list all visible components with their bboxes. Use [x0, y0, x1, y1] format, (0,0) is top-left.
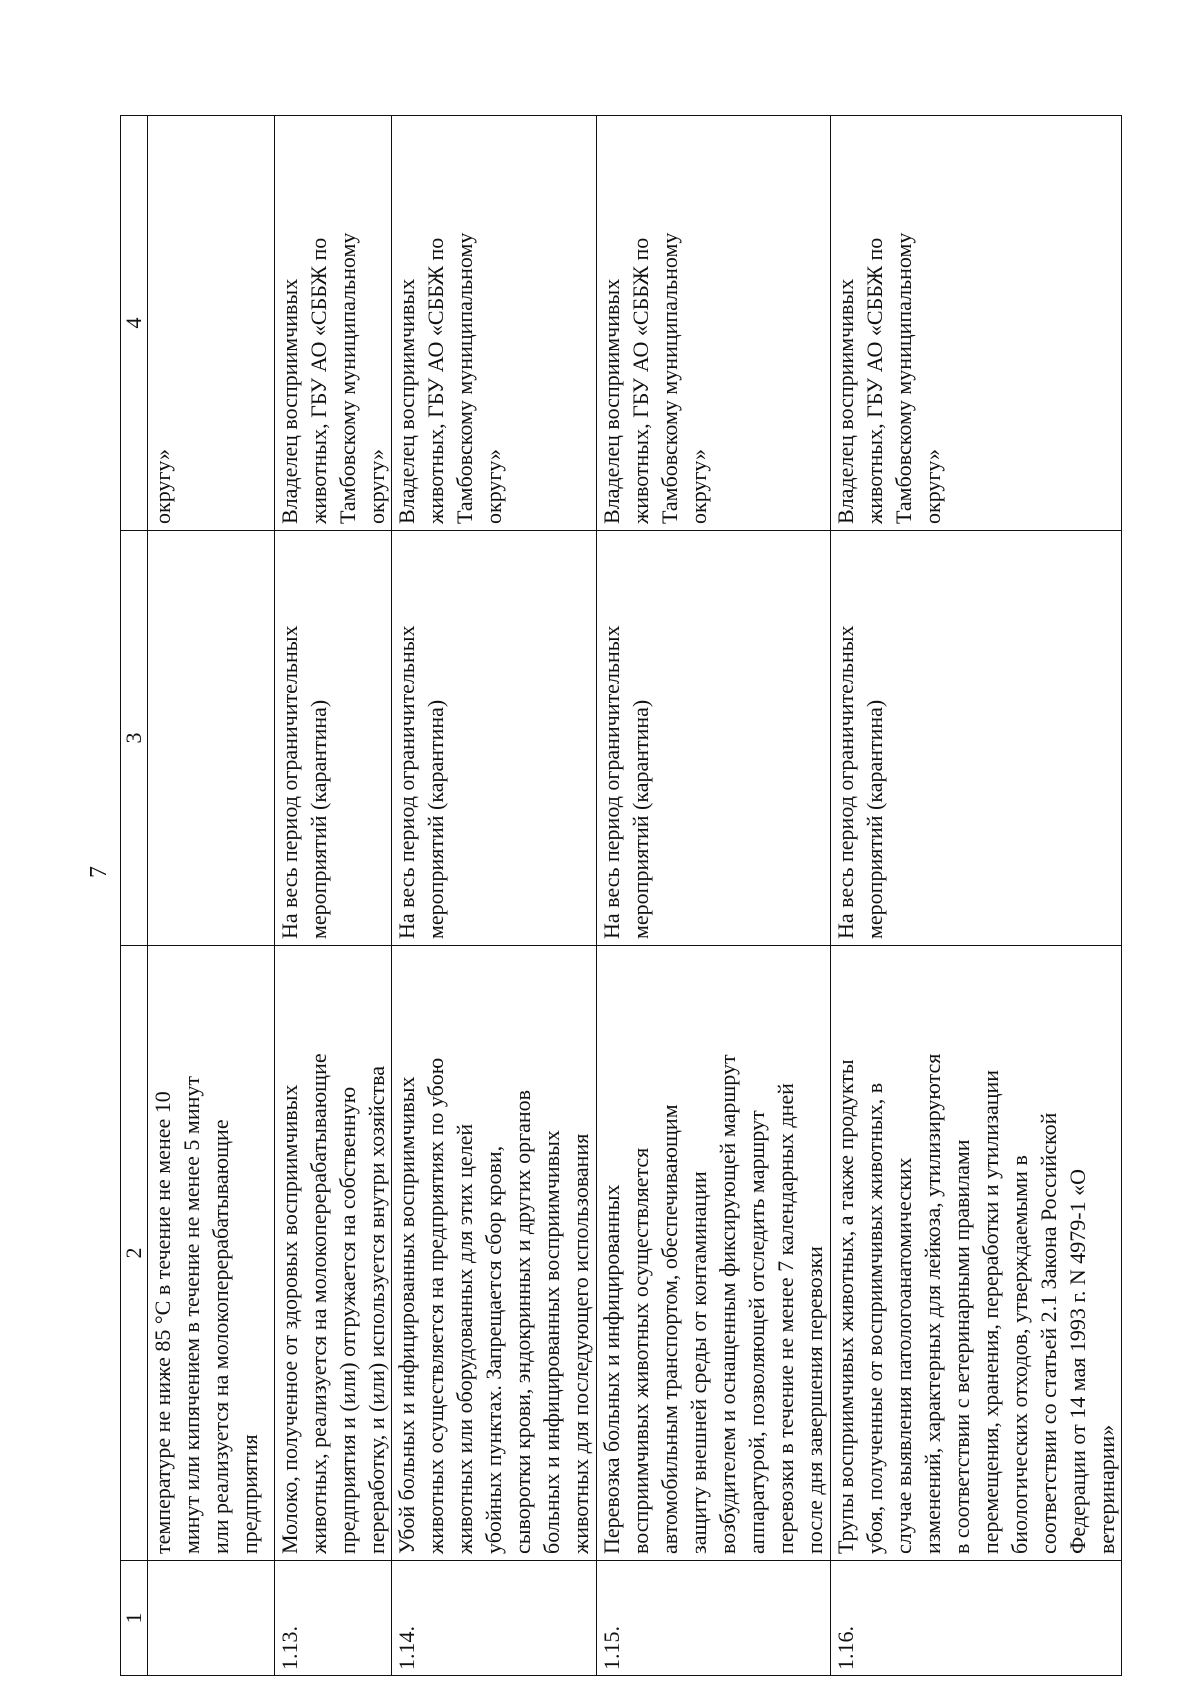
responsible-line: Тамбовскому муниципальному — [335, 232, 360, 524]
measure-cell — [597, 946, 831, 1561]
measure-line: животных осуществляется на предприятиях по убою — [423, 1057, 448, 1554]
measure-line: предприятия — [237, 1434, 262, 1554]
measure-line: животных, реализуется на молокоперерабатывающие — [306, 1053, 331, 1554]
page-number: 7 — [86, 866, 112, 878]
measure-line: автомобильным транспортом, обеспечивающим — [657, 1104, 682, 1554]
responsible-line: Владелец восприимчивых — [833, 278, 858, 524]
row-number-cell — [831, 1561, 1122, 1676]
table-row — [831, 116, 1122, 1676]
responsible-line: округу» — [150, 449, 175, 524]
responsible-line: Владелец восприимчивых — [394, 278, 419, 524]
responsible-line: Тамбовскому муниципальному — [657, 232, 682, 524]
responsible-line: округу» — [481, 449, 506, 524]
period-cell — [275, 531, 392, 946]
measure-line: или реализуется на молокоперерабатывающие — [208, 1119, 233, 1554]
row-number: 1.16. — [833, 1626, 858, 1670]
measure-line: аппаратурой, позволяющей отследить маршрут — [744, 1110, 769, 1554]
measure-line: животных или оборудованных для этих целей — [452, 1123, 477, 1554]
measure-line: возбудителем и оснащенным фиксирующей маршрут — [715, 1054, 740, 1554]
measure-line: предприятия и (или) отгружается на собственную — [335, 1086, 360, 1554]
responsible-line: Тамбовскому муниципальному — [891, 232, 916, 524]
measure-line: изменений, характерных для лейкоза, утилизируются — [920, 1053, 945, 1554]
measure-line: после дня завершения перевозки — [802, 1246, 827, 1554]
responsible-cell — [148, 116, 275, 531]
row-number: 1.15. — [599, 1626, 624, 1670]
responsible-line: Владелец восприимчивых — [277, 278, 302, 524]
table-row — [597, 116, 831, 1676]
measure-line: перевозки в течение не менее 7 календарных дней — [773, 1083, 798, 1554]
measure-line: ветеринарии» — [1094, 1424, 1119, 1554]
responsible-line: животных, ГБУ АО «СББЖ по — [423, 237, 448, 524]
responsible-line: округу» — [920, 449, 945, 524]
period-line: На весь период ограничительных — [599, 625, 624, 939]
responsible-line: животных, ГБУ АО «СББЖ по — [628, 237, 653, 524]
document-body — [120, 116, 1119, 1676]
row-number-cell — [275, 1561, 392, 1676]
measure-line: переработку, и (или) используется внутри хозяйства — [364, 1065, 389, 1554]
row-number: 1.13. — [277, 1626, 302, 1670]
measure-line: Федерации от 14 мая 1993 г. N 4979-1 «О — [1065, 1168, 1090, 1554]
header-cell-2: 2 — [121, 946, 148, 1561]
measure-line: Трупы восприимчивых животных, а также продукты — [833, 1059, 858, 1554]
responsible-line: животных, ГБУ АО «СББЖ по — [306, 237, 331, 524]
measure-line: восприимчивых животных осуществляется — [628, 1147, 653, 1554]
measure-cell — [148, 946, 275, 1561]
row-number-cell — [148, 1561, 275, 1676]
responsible-cell — [392, 116, 597, 531]
table-header-row — [121, 116, 148, 1676]
period-cell — [148, 531, 275, 946]
responsible-line: округу» — [364, 449, 389, 524]
measure-line: биологических отходов, утверждаемыми в — [1007, 1155, 1032, 1554]
responsible-line: округу» — [686, 449, 711, 524]
row-number: 1.14. — [394, 1626, 419, 1670]
measure-line: сыворотки крови, эндокринных и других органов — [510, 1089, 535, 1554]
period-cell — [392, 531, 597, 946]
measure-line: случае выявления патологоанатомических — [891, 1157, 916, 1554]
responsible-line: Тамбовскому муниципальному — [452, 232, 477, 524]
period-line: На весь период ограничительных — [277, 625, 302, 939]
header-cell-1: 1 — [121, 1561, 148, 1676]
measure-line: животных для последующего использования — [568, 1133, 593, 1554]
measure-line: Молоко, полученное от здоровых восприимчивых — [277, 1084, 302, 1554]
measures-table — [120, 115, 1122, 1676]
measure-line: минут или кипячением в течение не менее 5 минут — [179, 1076, 204, 1554]
measure-line: соответствии со статьей 2.1 Закона Российской — [1036, 1112, 1061, 1554]
responsible-cell — [597, 116, 831, 531]
period-line: На весь период ограничительных — [394, 625, 419, 939]
measure-cell — [392, 946, 597, 1561]
period-line: мероприятий (карантина) — [628, 699, 653, 939]
responsible-cell — [831, 116, 1122, 531]
period-cell — [597, 531, 831, 946]
measure-line: Перевозка больных и инфицированных — [599, 1184, 624, 1554]
header-cell-3: 3 — [121, 531, 148, 946]
measure-line: убоя, полученные от восприимчивых животных, в — [862, 1082, 887, 1554]
measure-line: температуре не ниже 85 °С в течение не менее 10 — [150, 1091, 175, 1554]
measure-line: больных и инфицированных восприимчивых — [539, 1130, 564, 1554]
period-line: мероприятий (карантина) — [862, 699, 887, 939]
table-row — [392, 116, 597, 1676]
measure-cell — [275, 946, 392, 1561]
table-row — [148, 116, 275, 1676]
measure-line: перемещения, хранения, переработки и утилизации — [978, 1069, 1003, 1554]
period-line: На весь период ограничительных — [833, 625, 858, 939]
row-number-cell — [597, 1561, 831, 1676]
measure-line: в соответствии с ветеринарными правилами — [949, 1139, 974, 1554]
responsible-line: Владелец восприимчивых — [599, 278, 624, 524]
measure-line: убойных пунктах. Запрещается сбор крови, — [481, 1145, 506, 1554]
responsible-cell — [275, 116, 392, 531]
measure-line: Убой больных и инфицированных восприимчивых — [394, 1076, 419, 1554]
period-cell — [831, 531, 1122, 946]
responsible-line: животных, ГБУ АО «СББЖ по — [862, 237, 887, 524]
header-cell-4: 4 — [121, 116, 148, 531]
measure-cell — [831, 946, 1122, 1561]
table-row — [275, 116, 392, 1676]
row-number-cell — [392, 1561, 597, 1676]
period-line: мероприятий (карантина) — [306, 699, 331, 939]
period-line: мероприятий (карантина) — [423, 699, 448, 939]
measure-line: защиту внешней среды от контаминации — [686, 1171, 711, 1554]
